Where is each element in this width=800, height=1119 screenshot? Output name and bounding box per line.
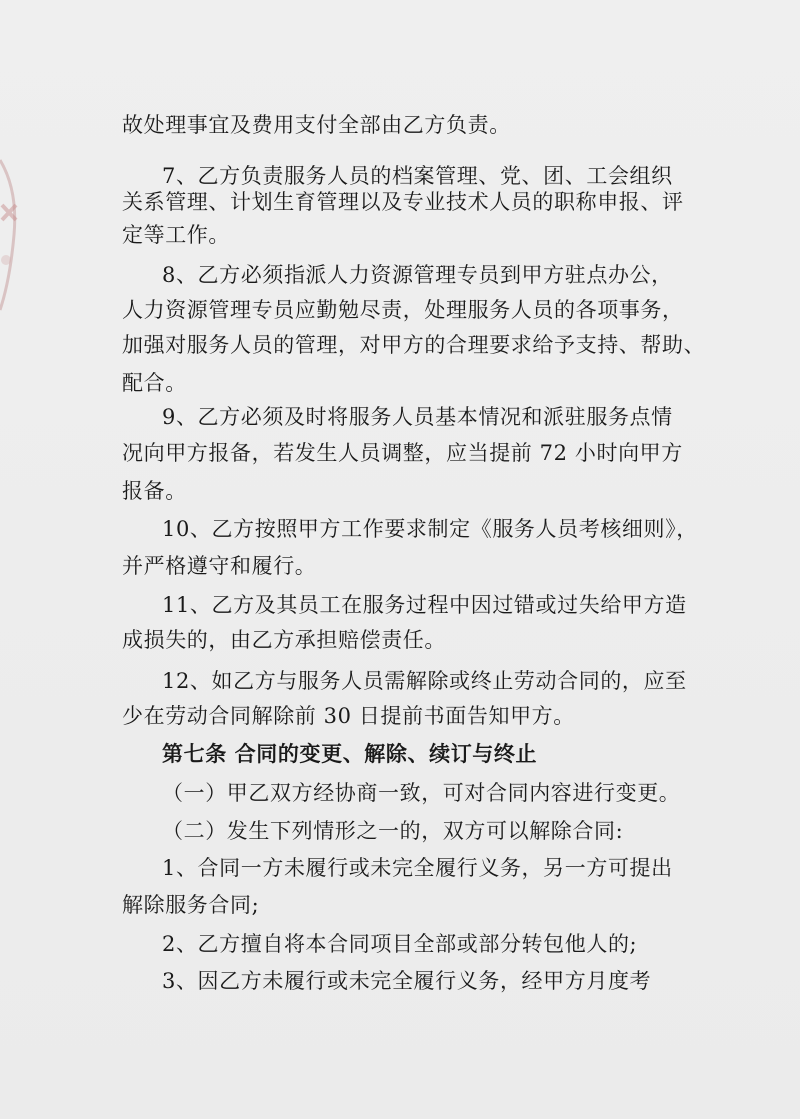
text-line: 解除服务合同;	[122, 893, 260, 917]
text-line: 9、乙方必须及时将服务人员基本情况和派驻服务点情	[162, 405, 673, 429]
text-line: 并严格遵守和履行。	[122, 554, 317, 578]
text-line: 成损失的，由乙方承担赔偿责任。	[122, 628, 446, 652]
text-line: 12、如乙方与服务人员需解除或终止劳动合同的，应至	[162, 669, 687, 693]
text-line: 故处理事宜及费用支付全部由乙方负责。	[122, 113, 511, 137]
text-line: （一）甲乙双方经协商一致，可对合同内容进行变更。	[162, 781, 681, 805]
text-line: 2、乙方擅自将本合同项目全部或部分转包他人的;	[162, 932, 638, 956]
text-line: （二）发生下列情形之一的，双方可以解除合同:	[162, 819, 624, 843]
red-seal-edge	[0, 150, 28, 320]
section-heading: 第七条 合同的变更、解除、续订与终止	[162, 741, 538, 766]
text-line: 况向甲方报备，若发生人员调整，应当提前 72 小时向甲方	[122, 441, 683, 465]
text-line: 配合。	[122, 371, 187, 395]
text-line: 11、乙方及其员工在服务过程中因过错或过失给甲方造	[162, 593, 687, 617]
text-line: 人力资源管理专员应勤勉尽责，处理服务人员的各项事务，	[122, 298, 684, 322]
text-line: 8、乙方必须指派人力资源管理专员到甲方驻点办公，	[162, 263, 673, 287]
text-line: 1、合同一方未履行或未完全履行义务，另一方可提出	[162, 856, 673, 880]
text-line: 少在劳动合同解除前 30 日提前书面告知甲方。	[122, 704, 575, 728]
text-line: 10、乙方按照甲方工作要求制定《服务人员考核细则》，	[162, 517, 698, 541]
text-line: 报备。	[122, 479, 187, 503]
text-line: 定等工作。	[122, 223, 230, 247]
text-line: 关系管理、计划生育管理以及专业技术人员的职称申报、评	[122, 190, 684, 214]
text-line: 加强对服务人员的管理，对甲方的合理要求给予支持、帮助、	[122, 333, 706, 357]
text-line: 7、乙方负责服务人员的档案管理、党、团、工会组织	[162, 164, 673, 188]
text-line: 3、因乙方未履行或未完全履行义务，经甲方月度考	[162, 969, 652, 993]
